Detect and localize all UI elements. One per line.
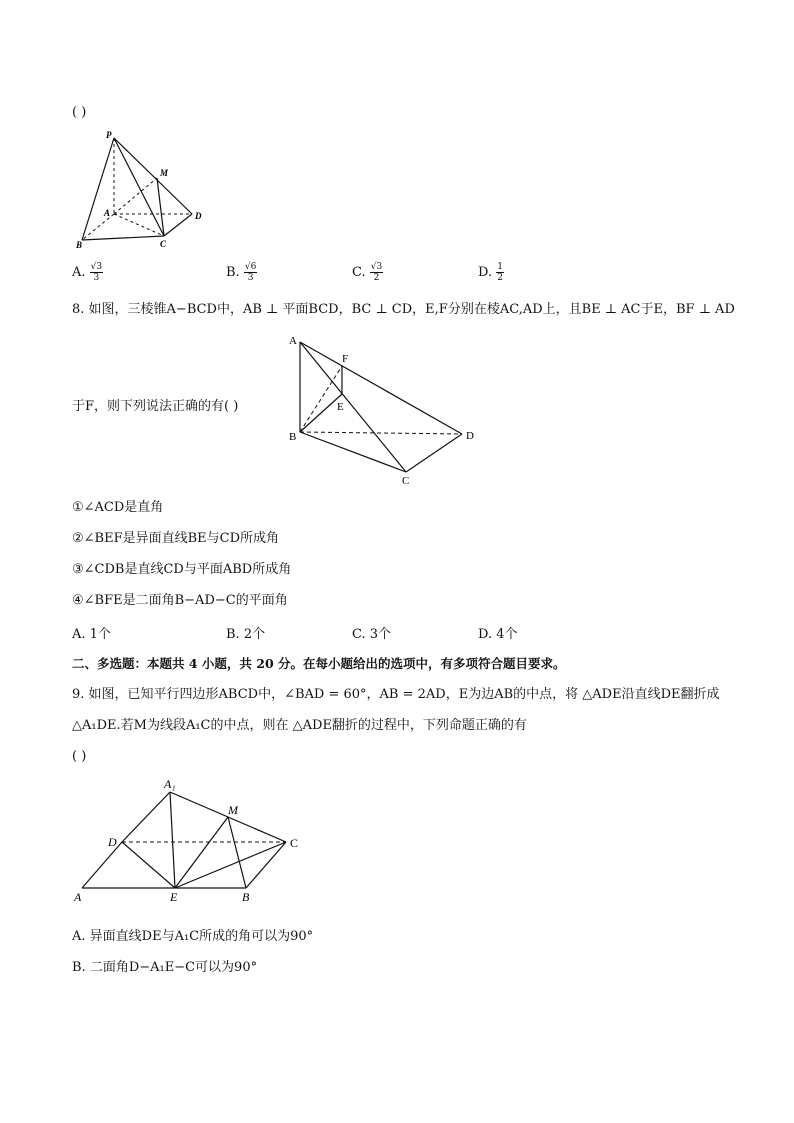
q8-label-F: F (342, 353, 349, 365)
q8-stem: 8. 如图，三棱锥A−BCD中，AB ⊥ 平面BCD，BC ⊥ CD，E,F分别在棱AC,AD上，且BE ⊥ AC于E，BF ⊥ AD (72, 302, 735, 317)
q8-label-C: C (402, 475, 410, 487)
q9-label-C: C (290, 836, 299, 850)
q9-label-A1: A₁ (164, 777, 176, 791)
q7-label-M: M (160, 168, 169, 178)
q9-option-a[interactable]: A. 异面直线DE与A₁C所成的角可以为90° (72, 929, 314, 944)
q9-label-E: E (170, 890, 178, 904)
q8-option-b[interactable]: B. 2个 (226, 627, 266, 642)
q7-label-B: B (76, 240, 83, 250)
q8-figure (286, 332, 486, 490)
q8-statement-2: ②∠BEF是异面直线BE与CD所成角 (72, 531, 280, 546)
q8-stem-cont: 于F，则下列说法正确的有( ) (72, 399, 239, 414)
q7-option-a[interactable]: A. $\frac{√3}{3}$ (72, 262, 103, 283)
q9-bracket: ( ) (72, 749, 87, 764)
q8-statement-3: ③∠CDB是直线CD与平面ABD所成角 (72, 562, 292, 577)
q8-label-E: E (337, 401, 344, 413)
q8-label-B: B (289, 431, 297, 443)
q7-label-C: C (160, 239, 167, 249)
q8-statement-4: ④∠BFE是二面角B−AD−C的平面角 (72, 593, 288, 608)
section-heading: 二、多选题：本题共 4 小题，共 20 分。在每小题给出的选项中，有多项符合题目要求。 (72, 656, 566, 671)
q7-option-d[interactable]: D. $\frac{1}{2}$ (478, 262, 503, 283)
q7-option-c[interactable]: C. $\frac{√3}{2}$ (352, 262, 383, 283)
q9-label-B: B (242, 890, 250, 904)
q7-label-D: D (195, 211, 202, 221)
q8-option-a[interactable]: A. 1个 (72, 627, 111, 642)
q9-label-M: M (228, 803, 238, 817)
q8-statement-1: ①∠ACD是直角 (72, 500, 164, 515)
q7-label-P: P (106, 130, 112, 140)
q9-stem: 9. 如图，已知平行四边形ABCD中，∠BAD = 60°，AB = 2AD，E为边AB的中点，将 △ADE沿直线DE翻折成 (72, 687, 720, 702)
q8-label-D: D (466, 430, 474, 442)
q7-option-b[interactable]: B. $\frac{√6}{3}$ (226, 262, 257, 283)
q8-option-d[interactable]: D. 4个 (478, 627, 518, 642)
q7-label-A: A (104, 208, 111, 218)
q7-bracket: ( ) (72, 105, 87, 120)
q9-figure (72, 774, 322, 904)
q9-stem-cont: △A₁DE.若M为线段A₁C的中点，则在 △ADE翻折的过程中，下列命题正确的有 (72, 718, 527, 733)
q7-figure (72, 126, 212, 266)
q8-option-c[interactable]: C. 3个 (352, 627, 392, 642)
q9-option-b[interactable]: B. 二面角D−A₁E−C可以为90° (72, 960, 258, 975)
q9-label-D: D (108, 835, 117, 849)
q8-label-A: A (289, 335, 297, 347)
q9-label-A: A (74, 890, 82, 904)
